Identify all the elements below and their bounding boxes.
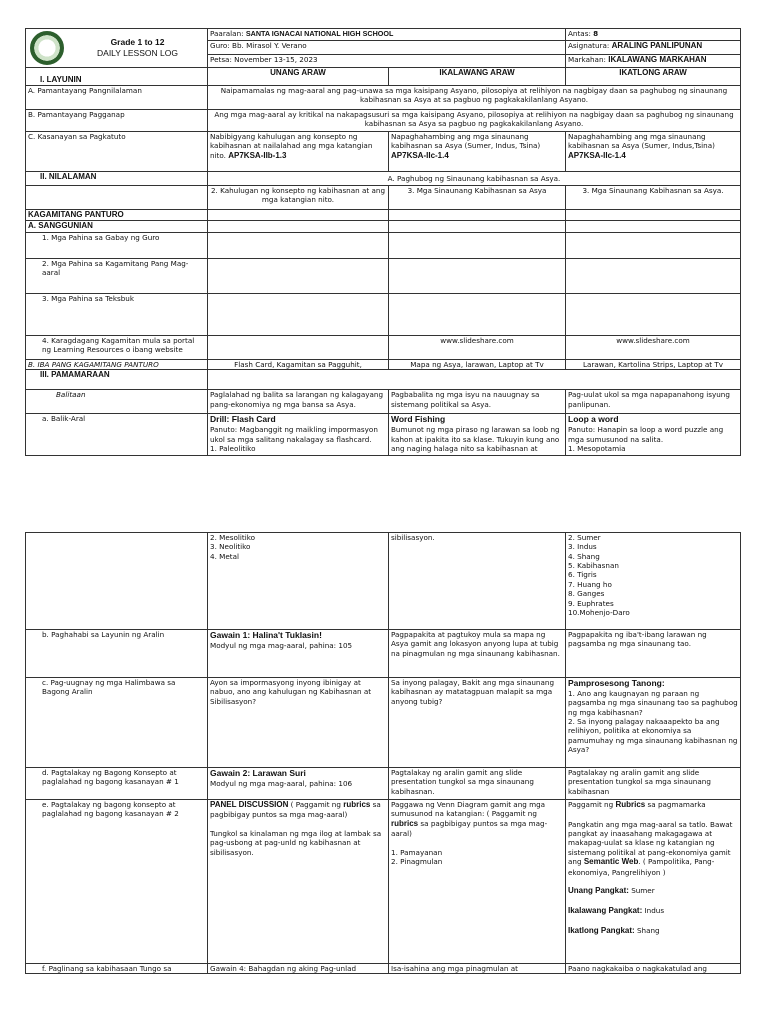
kasanayan-day3-code: AP7KSA-IIc-1.4 [568, 150, 626, 160]
kasanayan-day2 [389, 132, 566, 172]
iba-day3: Larawan, Kartolina Strips, Laptop at Tv [566, 359, 741, 369]
cont-day1: 2. Mesolitiko 3. Neolitiko 4. Metal [208, 533, 389, 630]
day3-header: IKATLONG ARAW [566, 68, 741, 86]
pangkat-3-value: Shang [634, 925, 660, 935]
paghahabi-day2-body: Pagpapakita at pagtukoy mula sa mapa ng Asya gamit ang lokasyon anyong lupa at tubig na pinagmulan ng mga sinaunang kabihasnan. [391, 630, 560, 658]
pagtalakay2-day1 [208, 800, 389, 964]
pag-uugnay-day1-body: Ayon sa impormasyong inyong ibinigay at nabuo, ano ang kahulugan ng Kabihasnan at Sibilisasyon? [210, 678, 372, 706]
pag-uugnay-day1 [208, 678, 389, 768]
paghahabi-day2 [389, 630, 566, 678]
sanggunian-heading: A. SANGGUNIAN [26, 221, 208, 232]
guro-cell: Guro: Bb. Mirasol Y. Verano [208, 41, 566, 54]
rubrics-keyword: rubrics [343, 800, 371, 809]
kasanayan-day3 [566, 132, 741, 172]
e1-text-b: sa pagbibigay puntos sa mga mag-aaral) Tungkol sa kinalaman ng mga ilog at lambak sa pag-usbong at pag-unld ng kabihasnan at sibilisasyon. [210, 800, 382, 857]
pagtalakay1-day3 [566, 768, 741, 800]
paglinang-day2: Isa-isahina ang mga pinagmulan at [389, 964, 566, 974]
balik-aral-day1 [208, 414, 389, 456]
pamantayan-pagganap-text: Ang mga mag-aaral ay kritikal na nakapagsusuri sa mga kaisipang Asyano, pilosopiya at relihiyon na nagbigay daan sa paghubog ng sinaunang kabihasnan sa Asya sa pagbuo ng pagkakakilanlang Asyano. [208, 110, 741, 132]
sanggunian-item-3: 3. Mga Pahina sa Teksbuk [26, 293, 208, 335]
log-text: DAILY LESSON LOG [97, 48, 178, 58]
iba-day1: Flash Card, Kagamitan sa Pagguhit, [208, 359, 389, 369]
sanggunian-item-2: 2. Mga Pahina sa Kagamitang Pang Mag-aaral [26, 258, 208, 293]
e3-text-c: . ( Pampolitika, Pang-ekonomiya, Pangrelihiyon ) [568, 857, 715, 877]
asignatura-label: Asignatura: [568, 41, 610, 51]
blank-cell [389, 210, 566, 221]
blank-cell [208, 258, 389, 293]
pangkat-2-label: Ikalawang Pangkat: [568, 906, 643, 916]
balitaan-day2: Pagbabalita ng mga isyu na nauugnay sa sistemang politikal sa Asya. [389, 390, 566, 414]
pagtalakay1-day2 [389, 768, 566, 800]
nilalaman-day1: 2. Kahulugan ng konsepto ng kabihasnan at ang mga katangian nito. [208, 186, 389, 210]
blank-cell [566, 232, 741, 258]
pangkat-1-label: Unang Pangkat: [568, 886, 629, 896]
pag-uugnay-label: c. Pag-uugnay ng mga Halimbawa sa Bagong Aralin [26, 678, 208, 768]
balik-aral-day2 [389, 414, 566, 456]
blank-cell [389, 221, 566, 232]
markahan-cell [566, 54, 741, 67]
karagdagan-day1 [208, 335, 389, 359]
nilalaman-day3: 3. Mga Sinaunang Kabihasnan sa Asya. [566, 186, 741, 210]
balik-aral-day3-body: Panuto: Hanapin sa loop a word puzzle ang mga sumusunod na salita. 1. Mesopotamia [568, 425, 724, 453]
e3-text-a: Paggamit ng [568, 800, 616, 809]
kasanayan-day2-code: AP7KSA-IIc-1.4 [391, 150, 449, 160]
rubrics-keyword: Rubrics [615, 800, 646, 809]
antas-cell [566, 29, 741, 41]
day1-header: UNANG ARAW [208, 68, 389, 86]
e1-text-a: ( Paggamit ng [288, 800, 344, 809]
kasanayan-day1 [208, 132, 389, 172]
blank-cell [208, 210, 389, 221]
blank-cell [566, 258, 741, 293]
paghahabi-day3 [566, 630, 741, 678]
markahan-label: Markahan: [568, 54, 606, 64]
balitaan-day3: Pag-uulat ukol sa mga napapanahong isyung panlipunan. [566, 390, 741, 414]
pag-uugnay-day3-title: Pamprosesong Tanong: [568, 678, 665, 688]
day2-header: IKALAWANG ARAW [389, 68, 566, 86]
school-label: Paaralan: [210, 29, 244, 38]
paglinang-day3: Paano nagkakaiba o nagkakatulad ang [566, 964, 741, 974]
blank-cell [208, 293, 389, 335]
paghahabi-day1-body: Modyul ng mga mag-aaral, pahina: 105 [210, 641, 353, 651]
school-cell [208, 29, 566, 41]
pagtalakay1-day1-body: Modyul ng mga mag-aaral, pahina: 106 [210, 779, 353, 789]
balik-aral-day3 [566, 414, 741, 456]
pangkat-2-value: Indus [642, 906, 665, 916]
pangkat-3-label: Ikatlong Pangkat: [568, 925, 635, 935]
pag-uugnay-day2-body: Sa inyong palagay, Bakit ang mga sinaunang kabihasnan ay matatagpuan malapit sa mga anyong tubig? [391, 678, 555, 706]
blank-cell [389, 258, 566, 293]
balik-aral-day2-body: Bumunot ng mga piraso ng larawan sa loob ng kahon at ipakita ito sa klase. Tukuyin kung ano ang naging halaga nito sa kabihasnan at [391, 425, 560, 453]
balik-aral-day2-title: Word Fishing [391, 414, 446, 425]
kagamitan-heading: KAGAMITANG PANTURO [26, 210, 208, 221]
kasanayan-label: C. Kasanayan sa Pagkatuto [26, 132, 208, 172]
paghahabi-label: b. Paghahabi sa Layunin ng Aralin [26, 630, 208, 678]
asignatura-cell [566, 41, 741, 54]
blank-cell [389, 293, 566, 335]
pag-uugnay-day3 [566, 678, 741, 768]
lesson-log-table-page2 [25, 532, 741, 974]
markahan-value: IKALAWANG MARKAHAN [608, 54, 707, 64]
pagtalakay2-day2 [389, 800, 566, 964]
pamamaraan-heading: III. PAMAMARAAN [26, 370, 208, 390]
balitaan-label: Balitaan [26, 390, 208, 414]
blank-cell [566, 210, 741, 221]
blank-cell [208, 221, 389, 232]
semantic-web-keyword: Semantic Web [583, 857, 639, 867]
layunin-heading: I. LAYUNIN [26, 68, 208, 86]
paghahabi-day1 [208, 630, 389, 678]
nilalaman-blank [26, 186, 208, 210]
deped-seal-logo [30, 31, 64, 65]
kasanayan-day1-text: Nabibigyang kahulugan ang konsepto ng kabihasnan at nailalahad ang mga katangian nito. [210, 132, 373, 160]
balitaan-day1: Paglalahad ng balita sa larangan ng kalagayang pang-ekonomiya ng mga bansa sa Asya. [208, 390, 389, 414]
header-title-cell [26, 29, 208, 68]
lesson-log-table-page1 [25, 28, 741, 456]
pagtalakay1-day1-title: Gawain 2: Larawan Suri [210, 768, 306, 778]
sanggunian-item-1: 1. Mga Pahina sa Gabay ng Guro [26, 232, 208, 258]
pangkat-1-value: Sumer [628, 886, 655, 896]
balik-aral-day1-body: Panuto: Magbanggit ng maikling impormasyon ukol sa mga salitang nakalagay sa flashcard. 1. Paleolitiko [210, 425, 378, 453]
karagdagan-day2: www.slideshare.com [389, 335, 566, 359]
balik-aral-label: a. Balik-Aral [26, 414, 208, 456]
pagtalakay1-label: d. Pagtalakay ng Bagong Konsepto at paglalahad ng bagong kasanayan # 1 [26, 768, 208, 800]
nilalaman-text: A. Paghubog ng Sinaunang kabihasnan sa Asya. [208, 172, 741, 186]
pag-uugnay-day3-body: 1. Ano ang kaugnayan ng paraan ng pagsamba ng mga sinaunang tao sa paghubog ng mga kabihasnan? 2. Sa inyong palagay nakaaapekto ba ang relihiyon, politika at ekonomiya sa pamumuhay ng mga sinaunang kabihasnan ng Asya? [568, 689, 738, 755]
paglinang-label: f. Paglinang sa kabihasaan Tungo sa [26, 964, 208, 974]
e2-text-a: Paggawa ng Venn Diagram gamit ang mga sumusunod na katangian: ( Paggamit ng [391, 800, 546, 819]
nilalaman-day2: 3. Mga Sinaunang Kabihasnan sa Asya [389, 186, 566, 210]
pagtalakay2-label: e. Pagtalakay ng bagong konsepto at paglalahad ng bagong kasanayan # 2 [26, 800, 208, 964]
balik-aral-day1-title: Drill: Flash Card [210, 414, 276, 425]
panel-discussion-title: PANEL DISCUSSION [210, 800, 289, 809]
pagtalakay1-day1 [208, 768, 389, 800]
e3-text-b: sa pagmamarka Pangkatin ang mga mag-aaral sa tatlo. Bawat pangkat ay inaasahang makagagawa at makapag-uulat sa klase ng katangian ng sistemang politikal at pang-ekonomiya gamit ang [568, 800, 733, 867]
sanggunian-item-4: 4. Karagdagang Kagamitan mula sa portal ng Learning Resources o ibang website [26, 335, 208, 359]
iba-label: B. IBA PANG KAGAMITANG PANTURO [26, 359, 208, 369]
balik-aral-day3-title: Loop a word [568, 414, 619, 425]
pagtalakay2-day3 [566, 800, 741, 964]
grade-text: Grade 1 to 12 [110, 36, 165, 47]
pagtalakay1-day3-body: Pagtalakay ng aralin gamit ang slide presentation tungkol sa mga sinaunang kabihasnan [568, 768, 711, 796]
paghahabi-day1-title: Gawain 1: Halina't Tuklasin! [210, 630, 322, 640]
blank-cell [566, 293, 741, 335]
pamantayang-pangnilalaman-label: A. Pamantayang Pangnilalaman [26, 86, 208, 110]
nilalaman-heading: II. NILALAMAN [26, 172, 208, 186]
pamantayan-pagganap-label: B. Pamantayang Pagganap [26, 110, 208, 132]
pamantayang-pangnilalaman-text: Naipamamalas ng mag-aaral ang pag-unawa sa mga kaisipang Asyano, pilosopiya at relihiyon na nagbigay daan sa paghubog ng sinaunang kabihasnan sa Asya at sa pagbuo ng pagkakakilanlang Asyano. [208, 86, 741, 110]
blank-cell [389, 232, 566, 258]
karagdagan-day3: www.slideshare.com [566, 335, 741, 359]
cont-day2: sibilisasyon. [389, 533, 566, 630]
paglinang-day1: Gawain 4: Bahagdan ng aking Pag-unlad [208, 964, 389, 974]
rubrics-keyword: rubrics [391, 818, 419, 828]
kasanayan-day2-text: Napaghahambing ang mga sinaunang kabihasnan sa Asya (Sumer, Indus, Tsina) [391, 132, 541, 151]
kasanayan-day3-text: Napaghahambing ang mga sinaunang kabihasnan sa Asya (Sumer, Indus,Tsina) [568, 132, 715, 151]
iba-day2: Mapa ng Asya, larawan, Laptop at Tv [389, 359, 566, 369]
e2-text-b: sa pagbibigay puntos sa mga mag-aaral) 1. Pamayanan 2. Pinagmulan [391, 818, 548, 867]
antas-label: Antas: [568, 29, 591, 38]
blank-cell [26, 533, 208, 630]
blank-cell [208, 232, 389, 258]
school-name: SANTA IGNACAI NATIONAL HIGH SCHOOL [245, 29, 394, 38]
cont-day3: 2. Sumer 3. Indus 4. Shang 5. Kabihasnan 6. Tigris 7. Huang ho 8. Ganges 9. Euphrates 10.Mohenjo-Daro [566, 533, 741, 630]
blank-cell [566, 221, 741, 232]
paghahabi-day3-body: Pagpapakita ng iba't-ibang larawan ng pagsamba ng mga sinaunang tao. [568, 630, 707, 649]
petsa-cell: Petsa: November 13-15, 2023 [208, 54, 566, 67]
asignatura-value: ARALING PANLIPUNAN [611, 41, 703, 51]
kasanayan-day1-code: AP7KSA-IIb-1.3 [228, 150, 287, 160]
blank-cell [208, 370, 741, 390]
antas-value: 8 [593, 29, 599, 38]
pag-uugnay-day2 [389, 678, 566, 768]
pagtalakay1-day2-body: Pagtalakay ng aralin gamit ang slide presentation tungkol sa mga sinaunang kabihasnan. [391, 768, 534, 796]
